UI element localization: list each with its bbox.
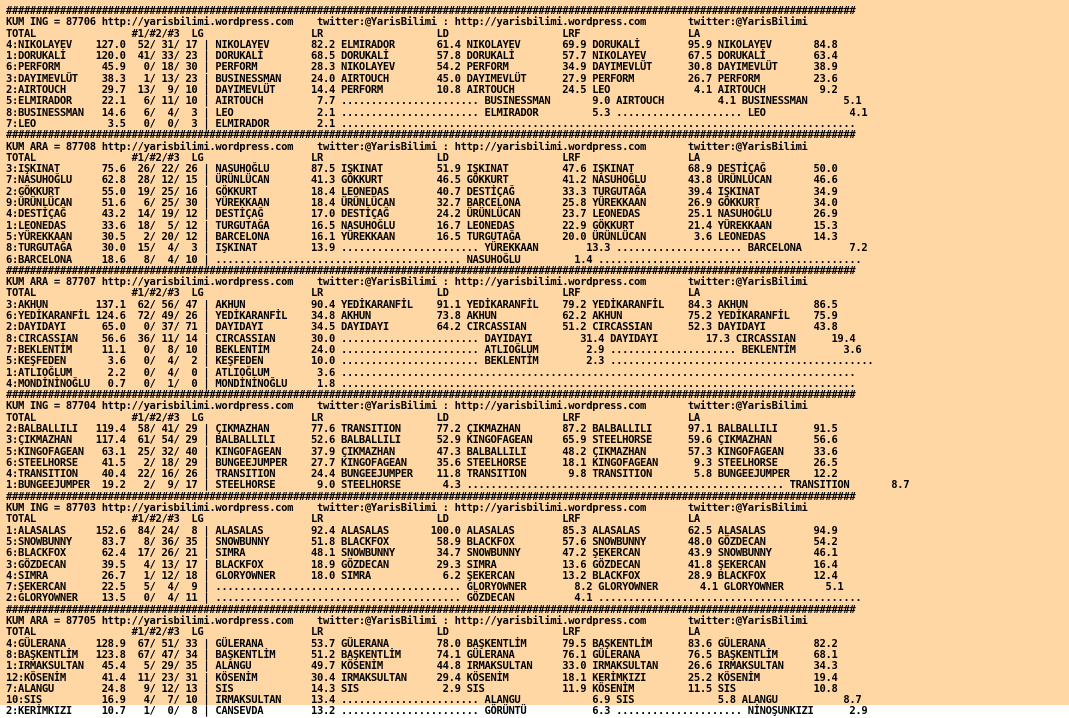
horse-row: 2:GÖKKURT 55.0 19/ 25/ 16 | GÖKKURT 18.4 LEONEDAS 40.7 DESTİÇAĞ 33.3 TURGUTAĞA 39.4 IŞKINAT 34.9 <box>6 185 838 198</box>
race-header-line: KUM ING = 87703 http://yarisbilimi.wordpress.com twitter:@YarisBilimi : http://yarisbilimi.wordpress.com twitter:@YarisBilimi <box>6 502 808 515</box>
horse-row: 1:ALASALAS 152.6 84/ 24/ 8 | ALASALAS 92.4 ALASALAS 100.0 ALASALAS 85.3 ALASALAS 62.5 ALASALAS 94.9 <box>6 524 838 537</box>
horse-row: 5:ELMIRADOR 22.1 6/ 11/ 10 | AIRTOUCH 7.7 ....................... BUSINESSMAN 9.0 AIRTOUCH 4.1 BUSINESSMAN 5.1 <box>6 95 862 108</box>
horse-row: 5:KEŞFEDEN 3.6 0/ 4/ 2 | KEŞFEDEN 10.0 ....................... BEKLENTİM 2.3 ............................................ <box>6 355 874 368</box>
horse-row: 1:BUNGEEJUMPER 19.2 2/ 9/ 17 | STEELHORSE 9.0 STEELHORSE 4.3 ..................................................... TRANSITION 8.7 <box>6 479 910 492</box>
separator-line: ############################################################################################################################################## <box>6 389 856 402</box>
horse-row: 8:CIRCASSIAN 56.6 36/ 11/ 14 | CIRCASSIAN 30.0 ....................... DAYIDAYI 31.4 DAYIDAYI 17.3 CIRCASSIAN 19.4 <box>6 332 856 345</box>
horse-row: 2:GLORYOWNER 13.5 0/ 4/ 11 | ......................................... GÖZDECAN 4.1 ............................................ <box>6 592 862 605</box>
separator-line: ############################################################################################################################################## <box>6 5 856 17</box>
horse-row: 4:TRANSITION 40.4 22/ 16/ 26 | TRANSITION 24.4 BUNGEEJUMPER 11.8 TRANSITION 9.8 TRANSITION 5.8 BUNGEEJUMPER 12.2 <box>6 468 838 481</box>
horse-row: 4:DESTİÇAĞ 43.2 14/ 19/ 12 | DESTİÇAĞ 17.0 DESTİÇAĞ 24.2 ÜRÜNLÜCAN 23.7 LEONEDAS 25.1 NASUHOĞLU 26.9 <box>6 208 838 221</box>
horse-row: 2:AIRTOUCH 29.7 13/ 9/ 10 | DAYIMEVLÜT 14.4 PERFORM 10.8 AIRTOUCH 24.5 LEO 4.1 AIRTOUCH 9.2 <box>6 84 838 97</box>
separator-line: ############################################################################################################################################## <box>6 603 856 616</box>
column-header-line: TOTAL #1/#2/#3 LG LR LD LRF LA <box>6 287 700 300</box>
horse-row: 5:SNOWBUNNY 83.7 8/ 36/ 35 | SNOWBUNNY 51.8 BLACKFOX 58.9 BLACKFOX 57.6 SNOWBUNNY 48.0 GÖZDECAN 54.2 <box>6 535 838 548</box>
column-header-line: TOTAL #1/#2/#3 LG LR LD LRF LA <box>6 27 700 40</box>
horse-row: 3:AKHUN 137.1 62/ 56/ 47 | AKHUN 90.4 YEDİKARANFİL 91.1 YEDİKARANFİL 79.2 YEDİKARANFİL 84.3 AKHUN 86.5 <box>6 298 838 311</box>
race-block <box>6 6 1069 130</box>
horse-row: 3:DAYIMEVLÜT 38.3 1/ 13/ 23 | BUSINESSMAN 24.0 AIRTOUCH 45.0 DAYIMEVLÜT 27.9 PERFORM 26.7 PERFORM 23.6 <box>6 72 838 85</box>
horse-row: 7:NASUHOĞLU 62.8 28/ 12/ 15 | ÜRÜNLÜCAN 41.3 GÖKKURT 46.5 GÖKKURT 41.2 NASUHOĞLU 43.8 ÜRÜNLÜCAN 46.6 <box>6 174 838 187</box>
horse-row: 5:YÜREKKAAN 30.5 2/ 20/ 12 | BARCELONA 16.1 YÜREKKAAN 16.5 TURGUTAĞA 20.0 ÜRÜNLÜCAN 3.6 LEONEDAS 14.3 <box>6 230 838 243</box>
race-header-line: KUM ARA = 87707 http://yarisbilimi.wordpress.com twitter:@YarisBilimi : http://yarisbilimi.wordpress.com twitter:@YarisBilimi <box>6 276 808 289</box>
horse-row: 7:ALANGU 24.8 9/ 12/ 13 | SIS 14.3 SIS 2.9 SIS 11.9 KÖSENİM 11.5 SIS 10.8 <box>6 682 838 695</box>
horse-row: 1:ATLIOĞLUM 2.2 0/ 4/ 0 | ATLIOĞLUM 3.6 ...................................................................................... <box>6 366 856 379</box>
horse-row: 6:BLACKFOX 62.4 17/ 26/ 21 | SIMRA 48.1 SNOWBUNNY 34.7 SNOWBUNNY 47.2 ŞEKERCAN 43.9 SNOWBUNNY 46.1 <box>6 547 838 560</box>
column-header-line: TOTAL #1/#2/#3 LG LR LD LRF LA <box>6 626 700 639</box>
race-block <box>6 130 1069 266</box>
race-block <box>6 605 1069 718</box>
horse-row: 1:DORUKALİ 120.0 41/ 33/ 23 | DORUKALİ 68.5 DORUKALİ 57.8 DORUKALİ 57.7 NIKOLAYEV 67.5 DORUKALİ 63.4 <box>6 50 838 63</box>
horse-row: 4:MONDİNİNOĞLU 0.7 0/ 1/ 0 | MONDİNİNOĞLU 1.8 ...................................................................................... <box>6 377 856 390</box>
separator-line: ############################################################################################################################################## <box>6 264 856 277</box>
horse-row: 2:DAYIDAYI 65.0 0/ 37/ 71 | DAYIDAYI 34.5 DAYIDAYI 64.2 CIRCASSIAN 51.2 CIRCASSIAN 52.3 DAYIDAYI 43.8 <box>6 321 838 334</box>
horse-row: 10:SIS 16.9 4/ 7/ 10 | IRMAKSULTAN 13.4 ....................... ALANGU 6.9 SIS 5.8 ALANGU 8.7 <box>6 694 862 707</box>
horse-row: 7:LEO 3.5 0/ 0/ 3 | ELMIRADOR 2.1 ...................................................................................... <box>6 117 856 130</box>
race-header-line: KUM ING = 87704 http://yarisbilimi.wordpress.com twitter:@YarisBilimi : http://yarisbilimi.wordpress.com twitter:@YarisBilimi <box>6 400 808 413</box>
horse-row: 8:TURGUTAĞA 30.0 15/ 4/ 3 | IŞKINAT 13.9 ....................... YÜREKKAAN 13.3 ..................... BARCELONA 7.2 <box>6 242 868 255</box>
horse-row: 7:ŞEKERCAN 22.5 5/ 4/ 9 | ......................................... GLORYOWNER 8.2 GLORYOWNER 4.1 GLORYOWNER 5.1 <box>6 581 844 594</box>
column-header-line: TOTAL #1/#2/#3 LG LR LD LRF LA <box>6 513 700 526</box>
horse-row: 6:YEDİKARANFİL 124.6 72/ 49/ 26 | YEDİKARANFİL 34.8 AKHUN 73.8 AKHUN 62.2 AKHUN 75.2 YEDİKARANFİL 75.9 <box>6 310 838 323</box>
horse-row: 1:IRMAKSULTAN 45.4 5/ 29/ 35 | ALANGU 49.7 KÖSENİM 44.8 IRMAKSULTAN 33.0 IRMAKSULTAN 26.6 IRMAKSULTAN 34.3 <box>6 660 838 673</box>
horse-row: 8:BUSINESSMAN 14.6 6/ 4/ 3 | LEO 2.1 ....................... ELMIRADOR 5.3 ..................... LEO 4.1 <box>6 106 868 119</box>
horse-row: 2:BALBALLILI 119.4 58/ 41/ 29 | ÇIKMAZHAN 77.6 TRANSITION 77.2 ÇIKMAZHAN 87.2 BALBALLILI 97.1 BALBALLILI 91.5 <box>6 422 838 435</box>
race-block <box>6 390 1069 492</box>
separator-line: ############################################################################################################################################## <box>6 129 856 142</box>
horse-row: 6:BARCELONA 18.6 8/ 4/ 10 | ......................................... NASUHOĞLU 1.4 ............................................ <box>6 253 862 266</box>
horse-row: 12:KÖSENİM 41.4 11/ 23/ 31 | KÖSENİM 30.4 IRMAKSULTAN 29.4 KÖSENİM 18.1 KERİMKIZI 25.2 KÖSENİM 19.4 <box>6 671 838 684</box>
horse-row: 3:IŞKINAT 75.6 26/ 22/ 26 | NASUHOĞLU 87.5 IŞKINAT 51.9 IŞKINAT 47.6 IŞKINAT 68.9 DESTİÇAĞ 50.0 <box>6 163 838 176</box>
horse-row: 5:KINGOFAGEAN 63.1 25/ 32/ 40 | KINGOFAGEAN 37.9 ÇIKMAZHAN 47.3 BALBALLILI 48.2 ÇIKMAZHAN 57.3 KINGOFAGEAN 33.6 <box>6 445 838 458</box>
race-header-line: KUM ARA = 87705 http://yarisbilimi.wordpress.com twitter:@YarisBilimi : http://yarisbilimi.wordpress.com twitter:@YarisBilimi <box>6 615 808 628</box>
horse-row: 1:LEONEDAS 33.6 18/ 5/ 12 | TURGUTAĞA 16.5 NASUHOĞLU 16.7 LEONEDAS 22.9 GÖKKURT 21.4 YÜREKKAAN 15.3 <box>6 219 838 232</box>
column-header-line: TOTAL #1/#2/#3 LG LR LD LRF LA <box>6 411 700 424</box>
horse-row: 4:NIKOLAYEV 127.0 52/ 31/ 17 | NIKOLAYEV 82.2 ELMIRADOR 61.4 NIKOLAYEV 69.9 DORUKALİ 95.9 NIKOLAYEV 84.8 <box>6 38 838 51</box>
horse-row: 7:BEKLENTİM 11.1 0/ 8/ 10 | BEKLENTİM 24.0 ....................... ATLIOĞLUM 2.9 ..................... BEKLENTİM 3.6 <box>6 343 862 356</box>
horse-row: 3:GÖZDECAN 39.5 4/ 13/ 17 | BLACKFOX 18.9 GÖZDECAN 29.3 SIMRA 13.6 GÖZDECAN 41.8 ŞEKERCAN 16.4 <box>6 558 838 571</box>
horse-row: 4:SIMRA 26.7 1/ 12/ 18 | GLORYOWNER 18.0 SIMRA 6.2 ŞEKERCAN 13.2 BLACKFOX 28.9 BLACKFOX 12.4 <box>6 569 838 582</box>
horse-row: 6:PERFORM 45.9 0/ 18/ 30 | PERFORM 28.3 NIKOLAYEV 54.2 PERFORM 34.9 DAYIMEVLÜT 30.8 DAYIMEVLÜT 38.9 <box>6 61 838 74</box>
race-block <box>6 266 1069 390</box>
horse-row: 6:STEELHORSE 41.5 2/ 18/ 29 | BUNGEEJUMPER 27.7 KINGOFAGEAN 35.6 STEELHORSE 18.1 KINGOFAGEAN 9.3 STEELHORSE 26.5 <box>6 456 838 469</box>
separator-line: ############################################################################################################################################## <box>6 490 856 503</box>
horse-row: 9:ÜRÜNLÜCAN 51.6 6/ 25/ 30 | YÜREKKAAN 18.4 ÜRÜNLÜCAN 32.7 BARCELONA 25.8 YÜREKKAAN 26.9 GÖKKURT 34.0 <box>6 197 838 210</box>
horse-row: 3:ÇIKMAZHAN 117.4 61/ 54/ 29 | BALBALLILI 52.6 BALBALLILI 52.9 KINGOFAGEAN 65.9 STEELHORSE 59.6 ÇIKMAZHAN 56.6 <box>6 434 838 447</box>
race-header-line: KUM ING = 87706 http://yarisbilimi.wordpress.com twitter:@YarisBilimi : http://yarisbilimi.wordpress.com twitter:@YarisBilimi <box>6 16 808 29</box>
horse-row: 4:GÜLERANA 128.9 67/ 51/ 33 | GÜLERANA 53.7 GÜLERANA 78.0 BAŞKENTLİM 79.5 BAŞKENTLİM 83.6 GÜLERANA 82.2 <box>6 637 838 650</box>
horse-row: 2:KERİMKIZI 10.7 1/ 0/ 8 | CANSEVDA 13.2 ....................... GÖRÜNTÜ 6.3 ..................... NİNOŞUNKIZI 2.9 <box>6 705 868 718</box>
race-block <box>6 492 1069 605</box>
race-header-line: KUM ARA = 87708 http://yarisbilimi.wordpress.com twitter:@YarisBilimi : http://yarisbilimi.wordpress.com twitter:@YarisBilimi <box>6 140 808 153</box>
column-header-line: TOTAL #1/#2/#3 LG LR LD LRF LA <box>6 151 700 164</box>
horse-row: 8:BAŞKENTLİM 123.8 67/ 47/ 34 | BAŞKENTLİM 51.2 BAŞKENTLİM 74.1 GÜLERANA 76.1 GÜLERANA 76.5 BAŞKENTLİM 68.1 <box>6 648 838 661</box>
